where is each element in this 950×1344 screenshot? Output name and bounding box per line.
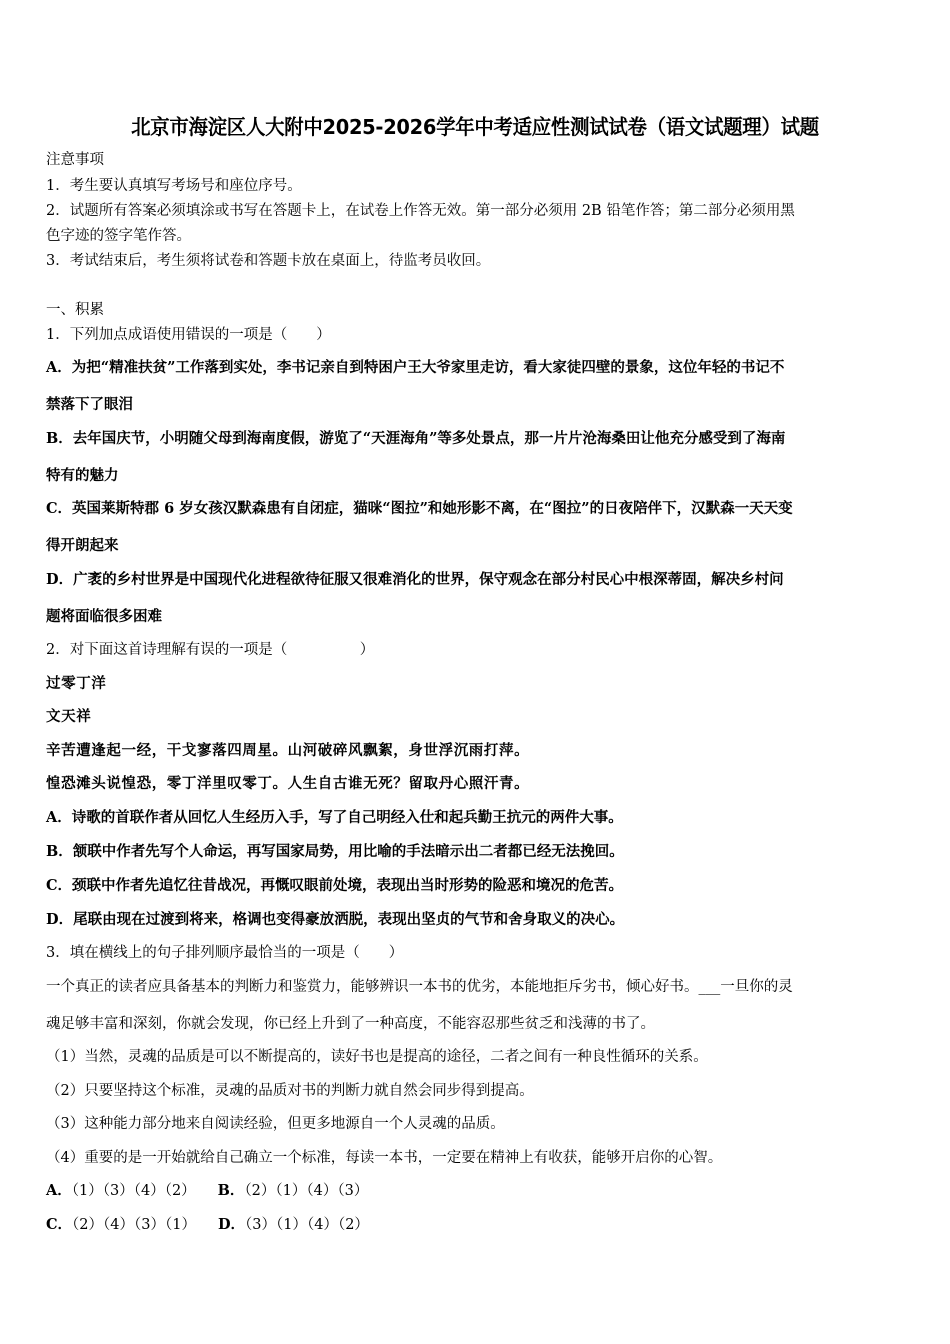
- notice-item-2: 2．试题所有答案必须填涂或书写在答题卡上，在试卷上作答无效。第一部分必须用 2B 铅笔作答；第二部分必须用黑: [46, 203, 795, 219]
- q1-option-a: A．为把“精准扶贫”工作落到实处，李书记亲自到特困户王大爷家里走访，看大家徒四壁的景象，这位年轻的书记不: [46, 359, 785, 376]
- q3-sentence-2: （2）只要坚持这个标准，灵魂的品质对书的判断力就自然会同步得到提高。: [46, 1083, 534, 1099]
- notice-item-1: 1．考生要认真填写考场号和座位序号。: [46, 178, 302, 194]
- q1-option-b-cont: 特有的魅力: [46, 467, 119, 484]
- q3-sentence-4: （4）重要的是一开始就给自己确立一个标准，每读一本书，一定要在精神上有收获，能够开启你的心智。: [46, 1150, 723, 1166]
- q2-option-c: C．颈联中作者先追忆往昔战况，再慨叹眼前处境，表现出当时形势的险恶和境况的危苦。: [46, 877, 624, 894]
- q1-stem: 1．下列加点成语使用错误的一项是（ ）: [46, 327, 331, 343]
- poem-line-1: 辛苦遭逢起一经，干戈寥落四周星。山河破碎风飘絮，身世浮沉雨打萍。: [46, 742, 530, 759]
- q3-option-b: （2）（1）（4）（3）: [244, 1183, 369, 1199]
- q3-passage: 一个真正的读者应具备基本的判断力和鉴赏力，能够辨识一本书的优劣，本能地拒斥劣书，倾心好书。___一旦你的灵: [46, 979, 793, 995]
- q1-option-d: D．广袤的乡村世界是中国现代化进程欲待征服又很难消化的世界，保守观念在部分村民心中根深蒂固，解决乡村问: [46, 571, 784, 588]
- notice-item-3: 3．考试结束后，考生须将试卷和答题卡放在桌面上，待监考员收回。: [46, 253, 491, 269]
- q3-option-d-label: D．: [217, 1216, 246, 1233]
- notice-heading: 注意事项: [46, 152, 104, 168]
- q3-option-a-label: A．: [46, 1182, 72, 1199]
- notice-item-2-cont: 色字迹的签字笔作答。: [46, 228, 191, 244]
- section-heading: 一、积累: [46, 302, 104, 318]
- q3-stem: 3．填在横线上的句子排列顺序最恰当的一项是（ ）: [46, 945, 404, 961]
- q3-option-b-label: B．: [217, 1182, 245, 1199]
- q1-option-b: B．去年国庆节，小明随父母到海南度假，游览了“天涯海角”等多处景点，那一片片沧海桑田让他充分感受到了海南: [46, 430, 786, 447]
- q3-passage-cont: 魂足够丰富和深刻，你就会发现，你已经上升到了一种高度，不能容忍那些贫乏和浅薄的书了。: [46, 1016, 655, 1032]
- q1-option-c: C．英国莱斯特郡 6 岁女孩汉默森患有自闭症，猫咪“图拉”和她形影不离，在“图拉”的日夜陪伴下，汉默森一天天变: [46, 500, 793, 517]
- q2-stem: 2．对下面这首诗理解有误的一项是（ ）: [46, 642, 375, 658]
- q3-option-c-label: C．: [46, 1216, 73, 1233]
- q3-option-a: （1）（3）（4）（2）: [71, 1183, 196, 1199]
- q1-option-a-cont: 禁落下了眼泪: [46, 396, 133, 413]
- q3-options-row-1: [46, 1181, 368, 1201]
- q3-option-c: （2）（4）（3）（1）: [72, 1217, 196, 1233]
- q2-option-a: A．诗歌的首联作者从回忆人生经历入手，写了自己明经入仕和起兵勤王抗元的两件大事。: [46, 809, 623, 826]
- q2-option-d: D．尾联由现在过渡到将来，格调也变得豪放洒脱，表现出坚贞的气节和舍身取义的决心。: [46, 911, 625, 928]
- q3-option-d: （3）（1）（4）（2）: [245, 1217, 369, 1233]
- q3-sentence-3: （3）这种能力部分地来自阅读经验，但更多地源自一个人灵魂的品质。: [46, 1116, 505, 1132]
- q2-option-b: B．颔联中作者先写个人命运，再写国家局势，用比喻的手法暗示出二者都已经无法挽回。: [46, 843, 624, 860]
- q3-options-row-2: [46, 1215, 369, 1235]
- q1-option-c-cont: 得开朗起来: [46, 537, 119, 554]
- poem-title: 过零丁洋: [46, 675, 107, 692]
- q3-sentence-1: （1）当然，灵魂的品质是可以不断提高的，读好书也是提高的途径，二者之间有一种良性循环的关系。: [46, 1049, 708, 1065]
- poem-line-2: 惶恐滩头说惶恐，零丁洋里叹零丁。人生自古谁无死？留取丹心照汗青。: [46, 775, 530, 792]
- poem-author: 文天祥: [46, 708, 92, 725]
- q1-option-d-cont: 题将面临很多困难: [46, 608, 162, 625]
- page-title: 北京市海淀区人大附中2025-2026学年中考适应性测试试卷（语文试题理）试题: [131, 115, 819, 139]
